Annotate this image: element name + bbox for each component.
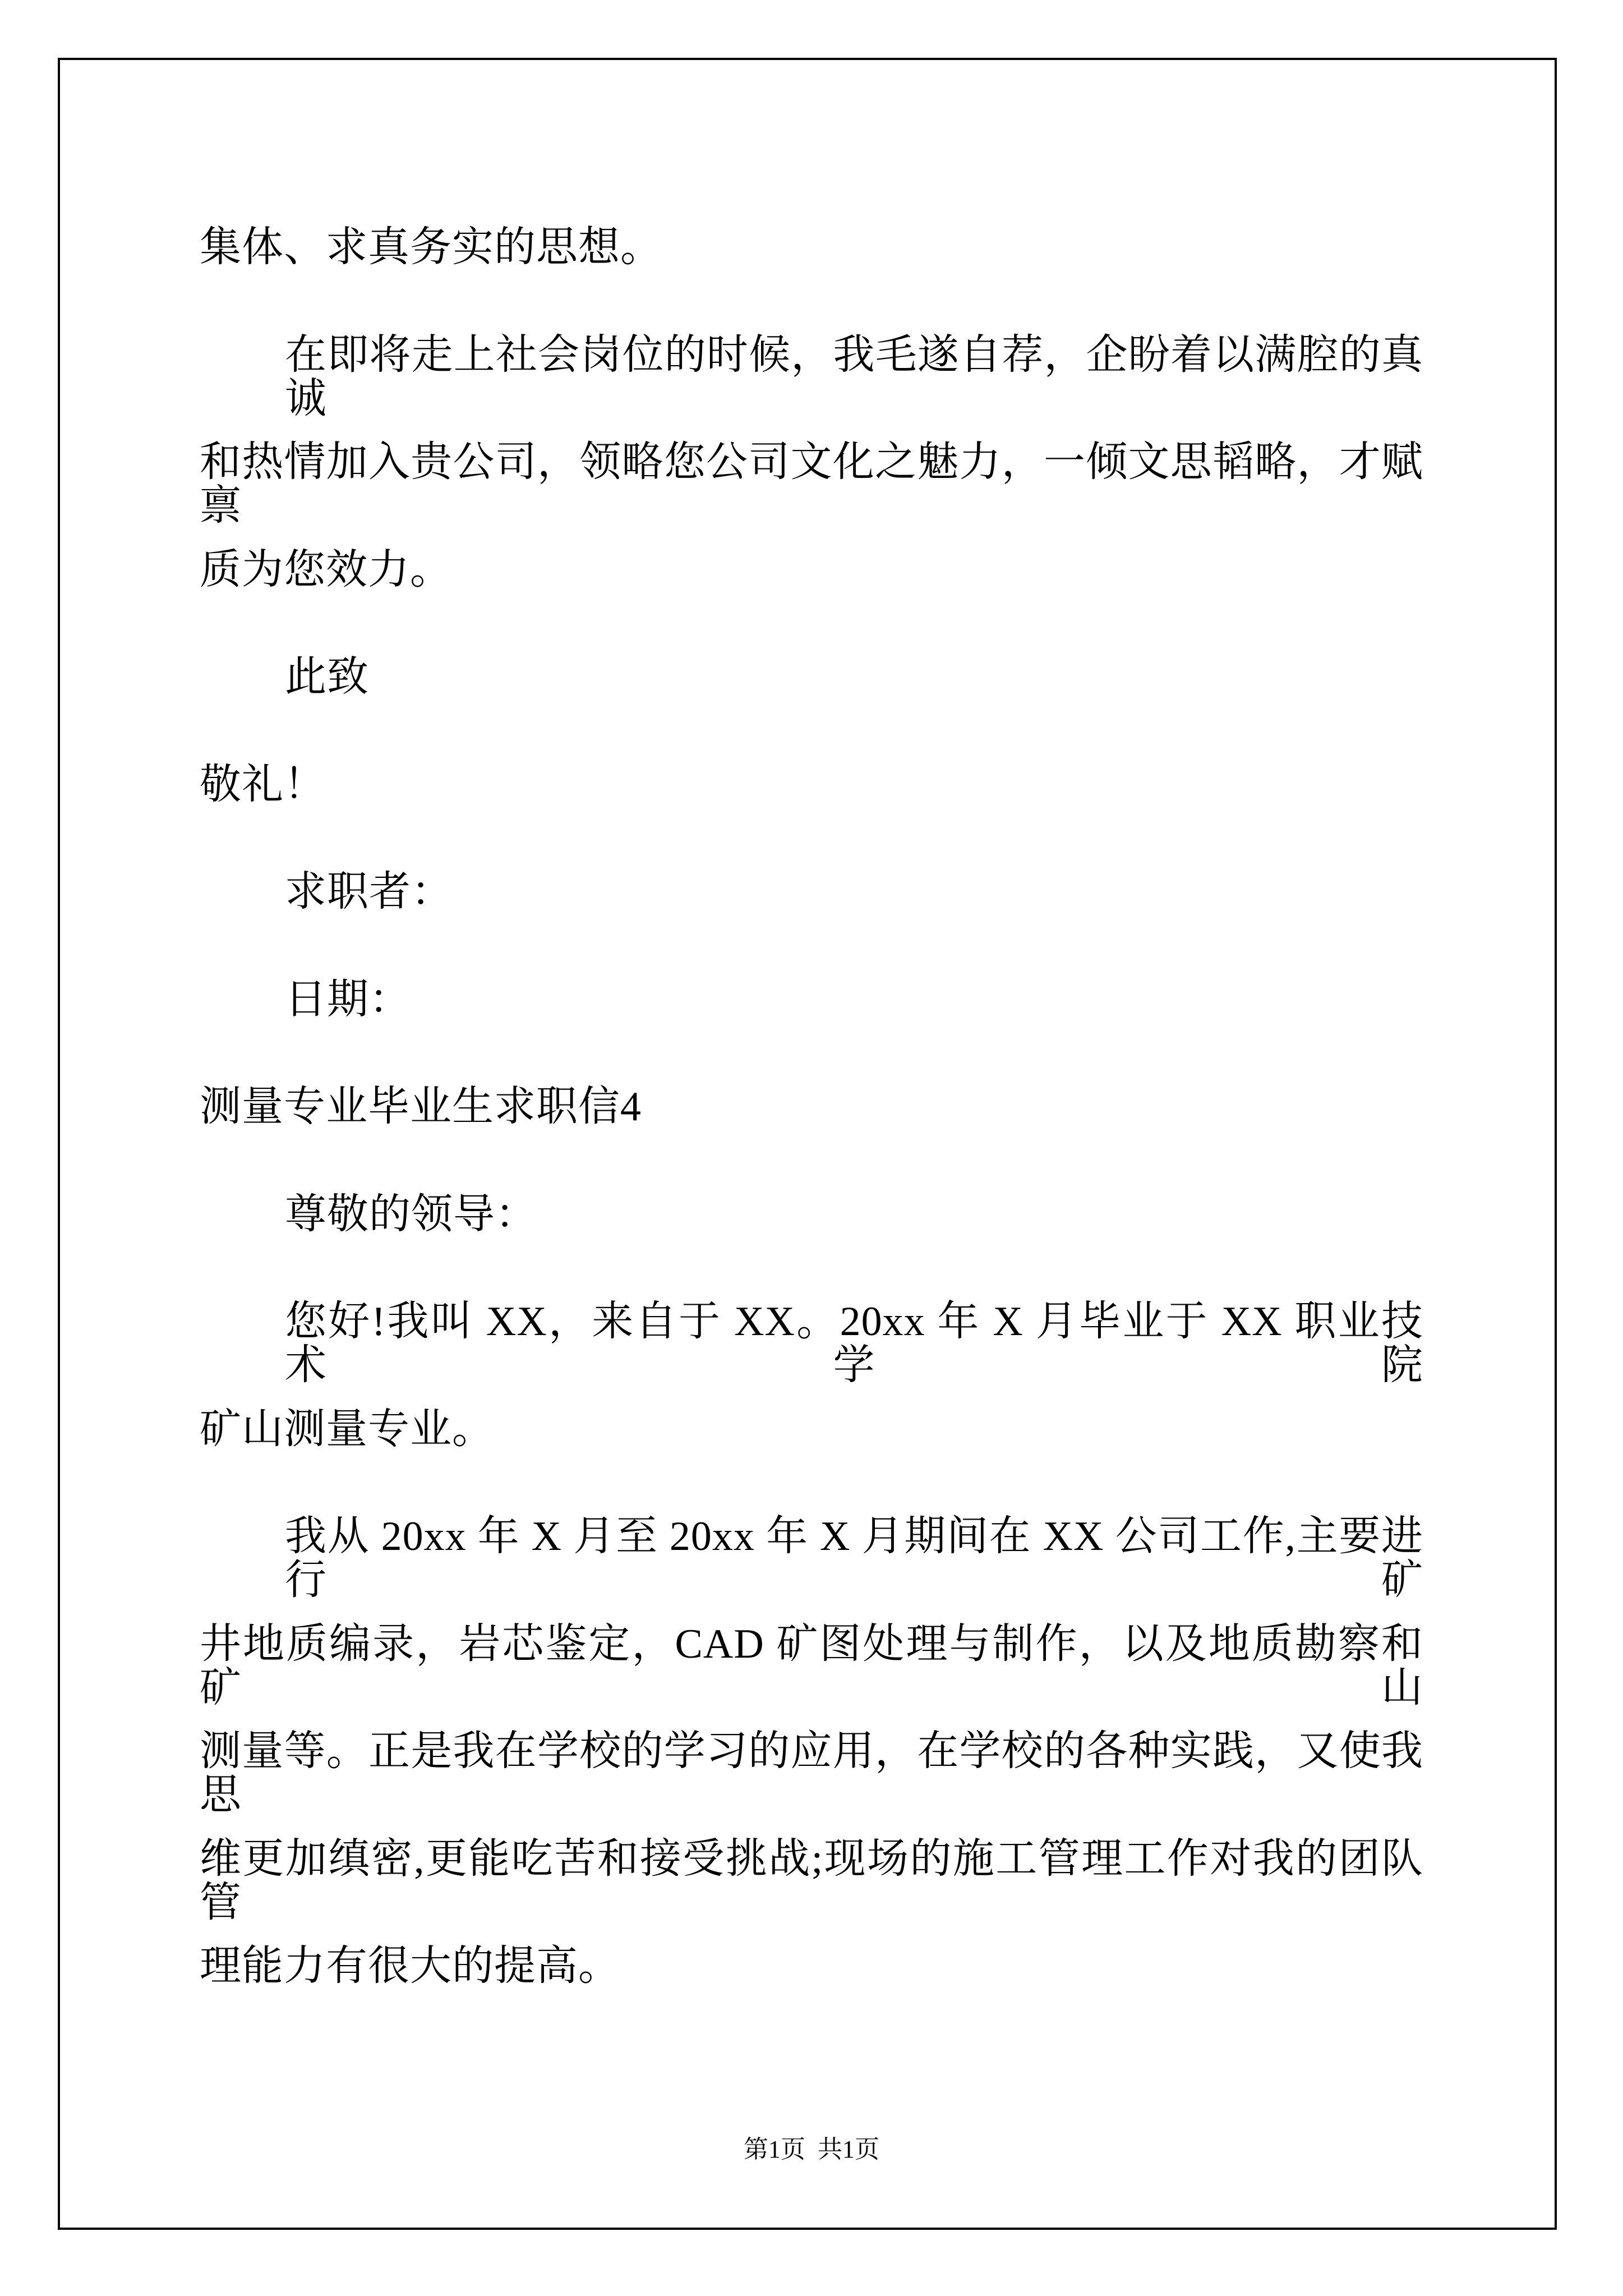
letter-section-title: 测量专业毕业生求职信4 xyxy=(200,1084,642,1130)
letter-line: 在即将走上社会岗位的时候，我毛遂自荐，企盼着以满腔的真诚 xyxy=(285,332,1423,422)
letter-line: 集体、求真务实的思想。 xyxy=(200,224,662,270)
letter-line: 此致 xyxy=(285,654,369,700)
letter-line: 矿山测量专业。 xyxy=(200,1406,494,1452)
letter-line: 测量等。正是我在学校的学习的应用，在学校的各种实践，又使我思 xyxy=(200,1728,1423,1819)
letter-line: 您好!我叫 XX，来自于 XX。20xx 年 X 月毕业于 XX 职业技术学院 xyxy=(285,1299,1423,1389)
letter-line: 维更加缜密,更能吃苦和接受挑战;现场的施工管理工作对我的团队管 xyxy=(200,1836,1423,1926)
letter-line: 井地质编录，岩芯鉴定，CAD 矿图处理与制作，以及地质勘察和矿山 xyxy=(200,1621,1423,1711)
letter-line: 求职者： xyxy=(285,869,453,915)
letter-salutation: 尊敬的领导： xyxy=(285,1191,537,1237)
letter-line: 质为您效力。 xyxy=(200,547,452,593)
letter-line: 敬礼！ xyxy=(200,762,326,808)
letter-line: 我从 20xx 年 X 月至 20xx 年 X 月期间在 XX 公司工作,主要进行矿 xyxy=(285,1513,1423,1604)
letter-line: 和热情加入贵公司，领略您公司文化之魅力，一倾文思韬略，才赋禀 xyxy=(200,439,1423,530)
page-number-footer: 第1页 共1页 xyxy=(744,2136,879,2163)
letter-line: 日期： xyxy=(285,977,411,1023)
letter-line: 理能力有很大的提高。 xyxy=(200,1943,620,1989)
